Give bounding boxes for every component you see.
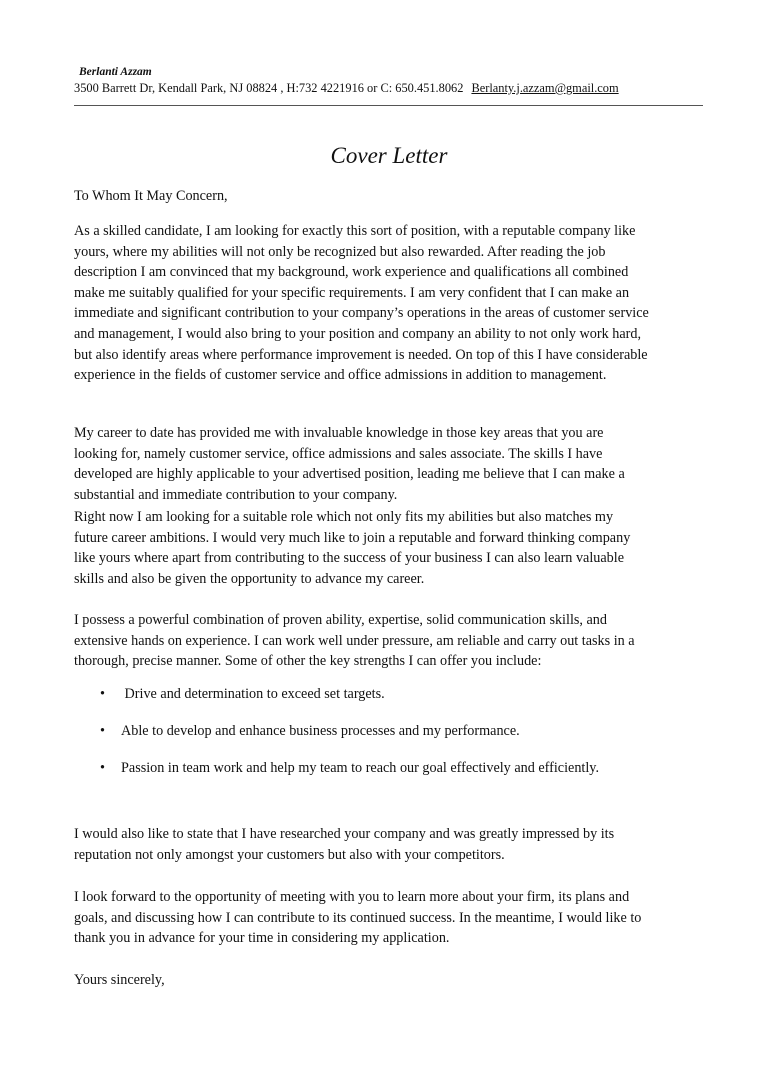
bullet-icon: • [100,723,105,739]
bullet-icon: • [100,760,105,776]
closing: Yours sincerely, [74,972,165,988]
paragraph-line: goals, and discussing how I can contribute to its continued success. In the meantime, I would like to [74,909,642,926]
paragraph-6 [74,887,641,949]
paragraph-line: I look forward to the opportunity of meeting with you to learn more about your firm, its plans and [74,889,630,905]
paragraph-line: My career to date has provided me with invaluable knowledge in those key areas that you are [74,425,604,441]
sender-name: Berlanti Azzam [79,66,152,78]
salutation: To Whom It May Concern, [74,188,228,204]
paragraph-line: As a skilled candidate, I am looking for exactly this sort of position, with a reputable company like [74,223,636,239]
page-title: Cover Letter [330,143,448,168]
sender-address: 3500 Barrett Dr, Kendall Park, NJ 08824 , H:732 4221916 or C: 650.451.8062 [74,81,464,95]
paragraph-1 [74,221,649,386]
paragraph-line: future career ambitions. I would very much like to join a reputable and forward thinking company [74,529,631,546]
paragraph-line: I possess a powerful combination of proven ability, expertise, solid communication skills, and [74,612,607,628]
bullet-item: • Passion in team work and help my team to reach our goal effectively and efficiently. [100,760,600,776]
paragraph-line: extensive hands on experience. I can work well under pressure, am reliable and carry out tasks in a [74,632,635,649]
paragraph-5 [74,824,614,865]
paragraph-line: developed are highly applicable to your advertised position, leading me believe that I can make a [74,466,625,483]
paragraph-4 [74,610,635,672]
sender-contact [74,81,619,96]
paragraph-line: make me suitably qualified for your specific requirements. I am very confident that I can make an [74,284,630,301]
paragraph-line: skills and also be given the opportunity to advance my career. [74,570,425,587]
paragraph-line: Right now I am looking for a suitable role which not only fits my abilities but also matches my [74,509,614,525]
paragraph-3 [74,507,630,589]
paragraph-line: but also identify areas where performance improvement is needed. On top of this I have considerable [74,346,648,363]
email-link[interactable]: Berlanty.j.azzam@gmail.com [471,81,619,95]
paragraph-line: I would also like to state that I have researched your company and was greatly impressed by its [74,826,615,842]
bullet-icon: • [100,686,105,702]
bullet-item: • Able to develop and enhance business processes and my performance. [100,723,520,739]
paragraph-line: experience in the fields of customer service and office admissions in addition to management. [74,367,607,384]
paragraph-line: thank you in advance for your time in considering my application. [74,930,450,947]
paragraph-line: thorough, precise manner. Some of other the key strengths I can offer you include: [74,653,542,670]
paragraph-line: looking for, namely customer service, office admissions and sales associate. The skills I have [74,445,603,462]
paragraph-line: immediate and significant contribution to your company’s operations in the areas of customer service [74,305,649,322]
paragraph-line: like yours where apart from contributing to the success of your business I can also learn valuable [74,550,624,567]
paragraph-line: and management, I would also bring to your position and company an ability to not only work hard, [74,325,642,342]
paragraph-line: yours, where my abilities will not only be recognized but also rewarded. After reading the job [74,243,606,260]
paragraph-line: description I am convinced that my background, work experience and qualifications all combined [74,264,629,281]
paragraph-2 [74,423,625,505]
header-divider [74,105,703,106]
paragraph-line: substantial and immediate contribution to your company. [74,486,398,503]
bullet-item: • Drive and determination to exceed set targets. [100,686,385,702]
paragraph-line: reputation not only amongst your customers but also with your competitors. [74,846,505,863]
